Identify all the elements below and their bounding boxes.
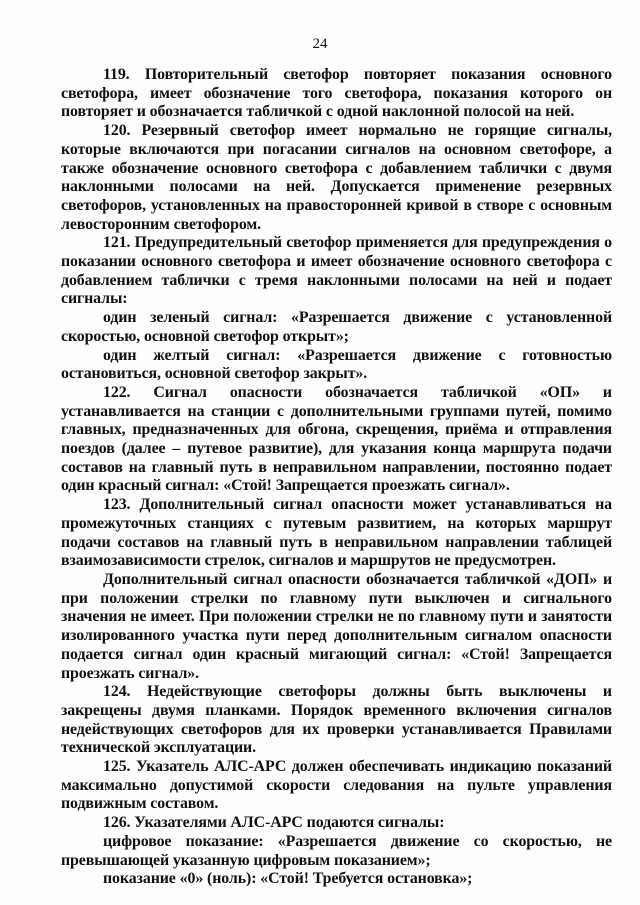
paragraph-119: 119. Повторительный светофор повторяет показания основного светофора, имеет обозначение того светофора, показания которого он повторяет и обозначается табличкой с одной наклонной полосой на ней. [61,66,612,121]
paragraph-126: 126. Указателями АЛС-АРС подаются сигналы: [103,814,445,832]
page-body [61,66,612,889]
paragraph-123-continued: Дополнительный сигнал опасности обозначается табличкой «ДОП» и при положении стрелки по главному пути выключен и сигнального значения не имеет. При положении стрелки не по главному пути и занятости изолированного участка пути перед дополнительным сигналом опасности подается сигнал один красный мигающий сигнал: «Стой! Запрещается проезжать сигнал». [61,570,612,682]
page-number: 24 [312,36,328,52]
paragraph-126-digital-indication: цифровое показание: «Разрешается движение со скоростью, не превышающей указанную цифровым показанием»; [61,832,612,869]
paragraph-123: 123. Дополнительный сигнал опасности может устанавливаться на промежуточных станциях с путевым развитием, на которых маршрут подачи составов на главный путь в неправильном направлении таблицей взаимозависимости стрелок, сигналов и маршрутов не предусмотрен. [61,496,612,570]
paragraph-121-yellow-signal: один желтый сигнал: «Разрешается движение с готовностью остановиться, основной светофор закрыт». [61,346,612,383]
paragraph-124: 124. Недействующие светофоры должны быть выключены и закрещены двумя планками. Порядок временного включения сигналов недействующих светофоров для их проверки устанавливается Правилами технической эксплуатации. [61,683,612,757]
paragraph-122: 122. Сигнал опасности обозначается табличкой «ОП» и устанавливается на станции с дополнительными группами путей, помимо главных, предназначенных для обгона, скрещения, приёма и отправления поездов (далее – путевое развитие), для указания конца маршрута подачи составов на главный путь в неправильном направлении, постоянно подает один красный сигнал: «Стой! Запрещается проезжать сигнал». [61,383,612,495]
paragraph-126-zero-indication: показание «0» (ноль): «Стой! Требуется остановка»; [103,870,473,888]
paragraph-121-green-signal: один зеленый сигнал: «Разрешается движение с установленной скоростью, основной светофор открыт»; [61,309,612,345]
paragraph-121: 121. Предупредительный светофор применяется для предупреждения о показании основного светофора и имеет обозначение основного светофора с добавлением таблички с тремя наклонными полосами на ней и подает сигналы: [61,234,612,308]
paragraph-125: 125. Указатель АЛС-АРС должен обеспечивать индикацию показаний максимально допустимой скорости следования на пульте управления подвижным составом. [61,758,612,813]
paragraph-120: 120. Резервный светофор имеет нормально не горящие сигналы, которые включаются при погасании сигналов на основном светофоре, а также обозначение основного светофора с добавлением таблички с двумя наклонными полосами на ней. Допускается применение резервных светофоров, установленных на правосторонней кривой в створе с основным левосторонним светофором. [61,122,612,233]
